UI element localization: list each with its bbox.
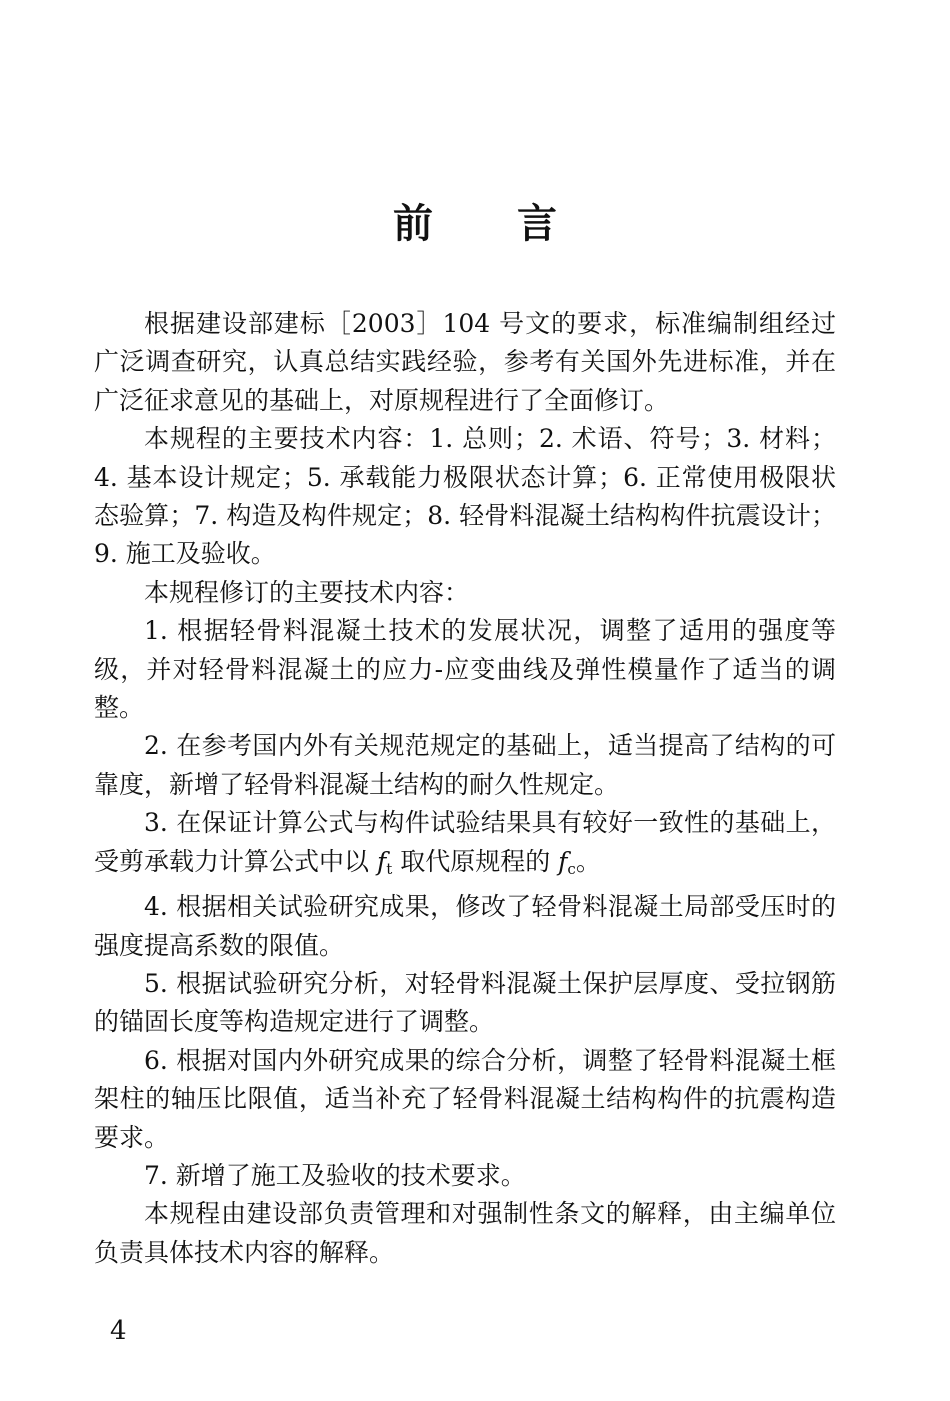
paragraph-item-7: 7. 新增了施工及验收的技术要求。 <box>144 1160 526 1190</box>
item-3-text-after: 。 <box>575 846 601 876</box>
document-body <box>94 305 836 1272</box>
page-number: 4 <box>110 1316 127 1346</box>
paragraph-item-5: 5. 根据试验研究分析，对轻骨料混凝土保护层厚度、受拉钢筋的锚固长度等构造规定进行了调整。 <box>94 968 836 1037</box>
paragraph-item-1: 1. 根据轻骨料混凝土技术的发展状况，调整了适用的强度等级，并对轻骨料混凝土的应力-应变曲线及弹性模量作了适当的调整。 <box>94 616 836 723</box>
item-3-text-middle: 取代原规程的 <box>392 846 559 876</box>
paragraph-item-4: 4. 根据相关试验研究成果，修改了轻骨料混凝土局部受压时的强度提高系数的限值。 <box>94 892 836 960</box>
symbol-f-c-subscript: c <box>567 859 576 878</box>
paragraph-item-3 <box>94 804 836 888</box>
item-3-text-before: 3. 在保证计算公式与构件试验结果具有较好一致性的基础上，受剪承载力计算公式中以 <box>94 808 836 876</box>
paragraph-item-2: 2. 在参考国内外有关规范规定的基础上，适当提高了结构的可靠度，新增了轻骨料混凝土结构的耐久性规定。 <box>94 731 836 799</box>
page-title <box>0 196 950 252</box>
paragraph-item-6: 6. 根据对国内外研究成果的综合分析，调整了轻骨料混凝土框架柱的轴压比限值，适当补充了轻骨料混凝土结构构件的抗震构造要求。 <box>94 1045 836 1152</box>
title-char-1: 前 <box>393 201 433 247</box>
paragraph-revision-intro: 本规程修订的主要技术内容： <box>144 577 470 607</box>
symbol-f-t: f <box>376 846 387 876</box>
title-char-2: 言 <box>517 201 557 247</box>
symbol-f-t-subscript: t <box>386 859 393 878</box>
paragraph-management: 本规程由建设部负责管理和对强制性条文的解释，由主编单位负责具体技术内容的解释。 <box>94 1199 836 1267</box>
symbol-f-c: f <box>558 846 568 876</box>
paragraph-revision-basis: 根据建设部建标［2003］104 号文的要求，标准编制组经过广泛调查研究，认真总结实践经验，参考有关国外先进标准，并在广泛征求意见的基础上，对原规程进行了全面修订。 <box>94 309 836 415</box>
paragraph-main-contents: 本规程的主要技术内容：1. 总则；2. 术语、符号；3. 材料；4. 基本设计规定；5. 承载能力极限状态计算；6. 正常使用极限状态验算；7. 构造及构件规定；8. 轻骨料混凝土结构构件抗震设计；9. 施工及验收。 <box>94 424 836 569</box>
